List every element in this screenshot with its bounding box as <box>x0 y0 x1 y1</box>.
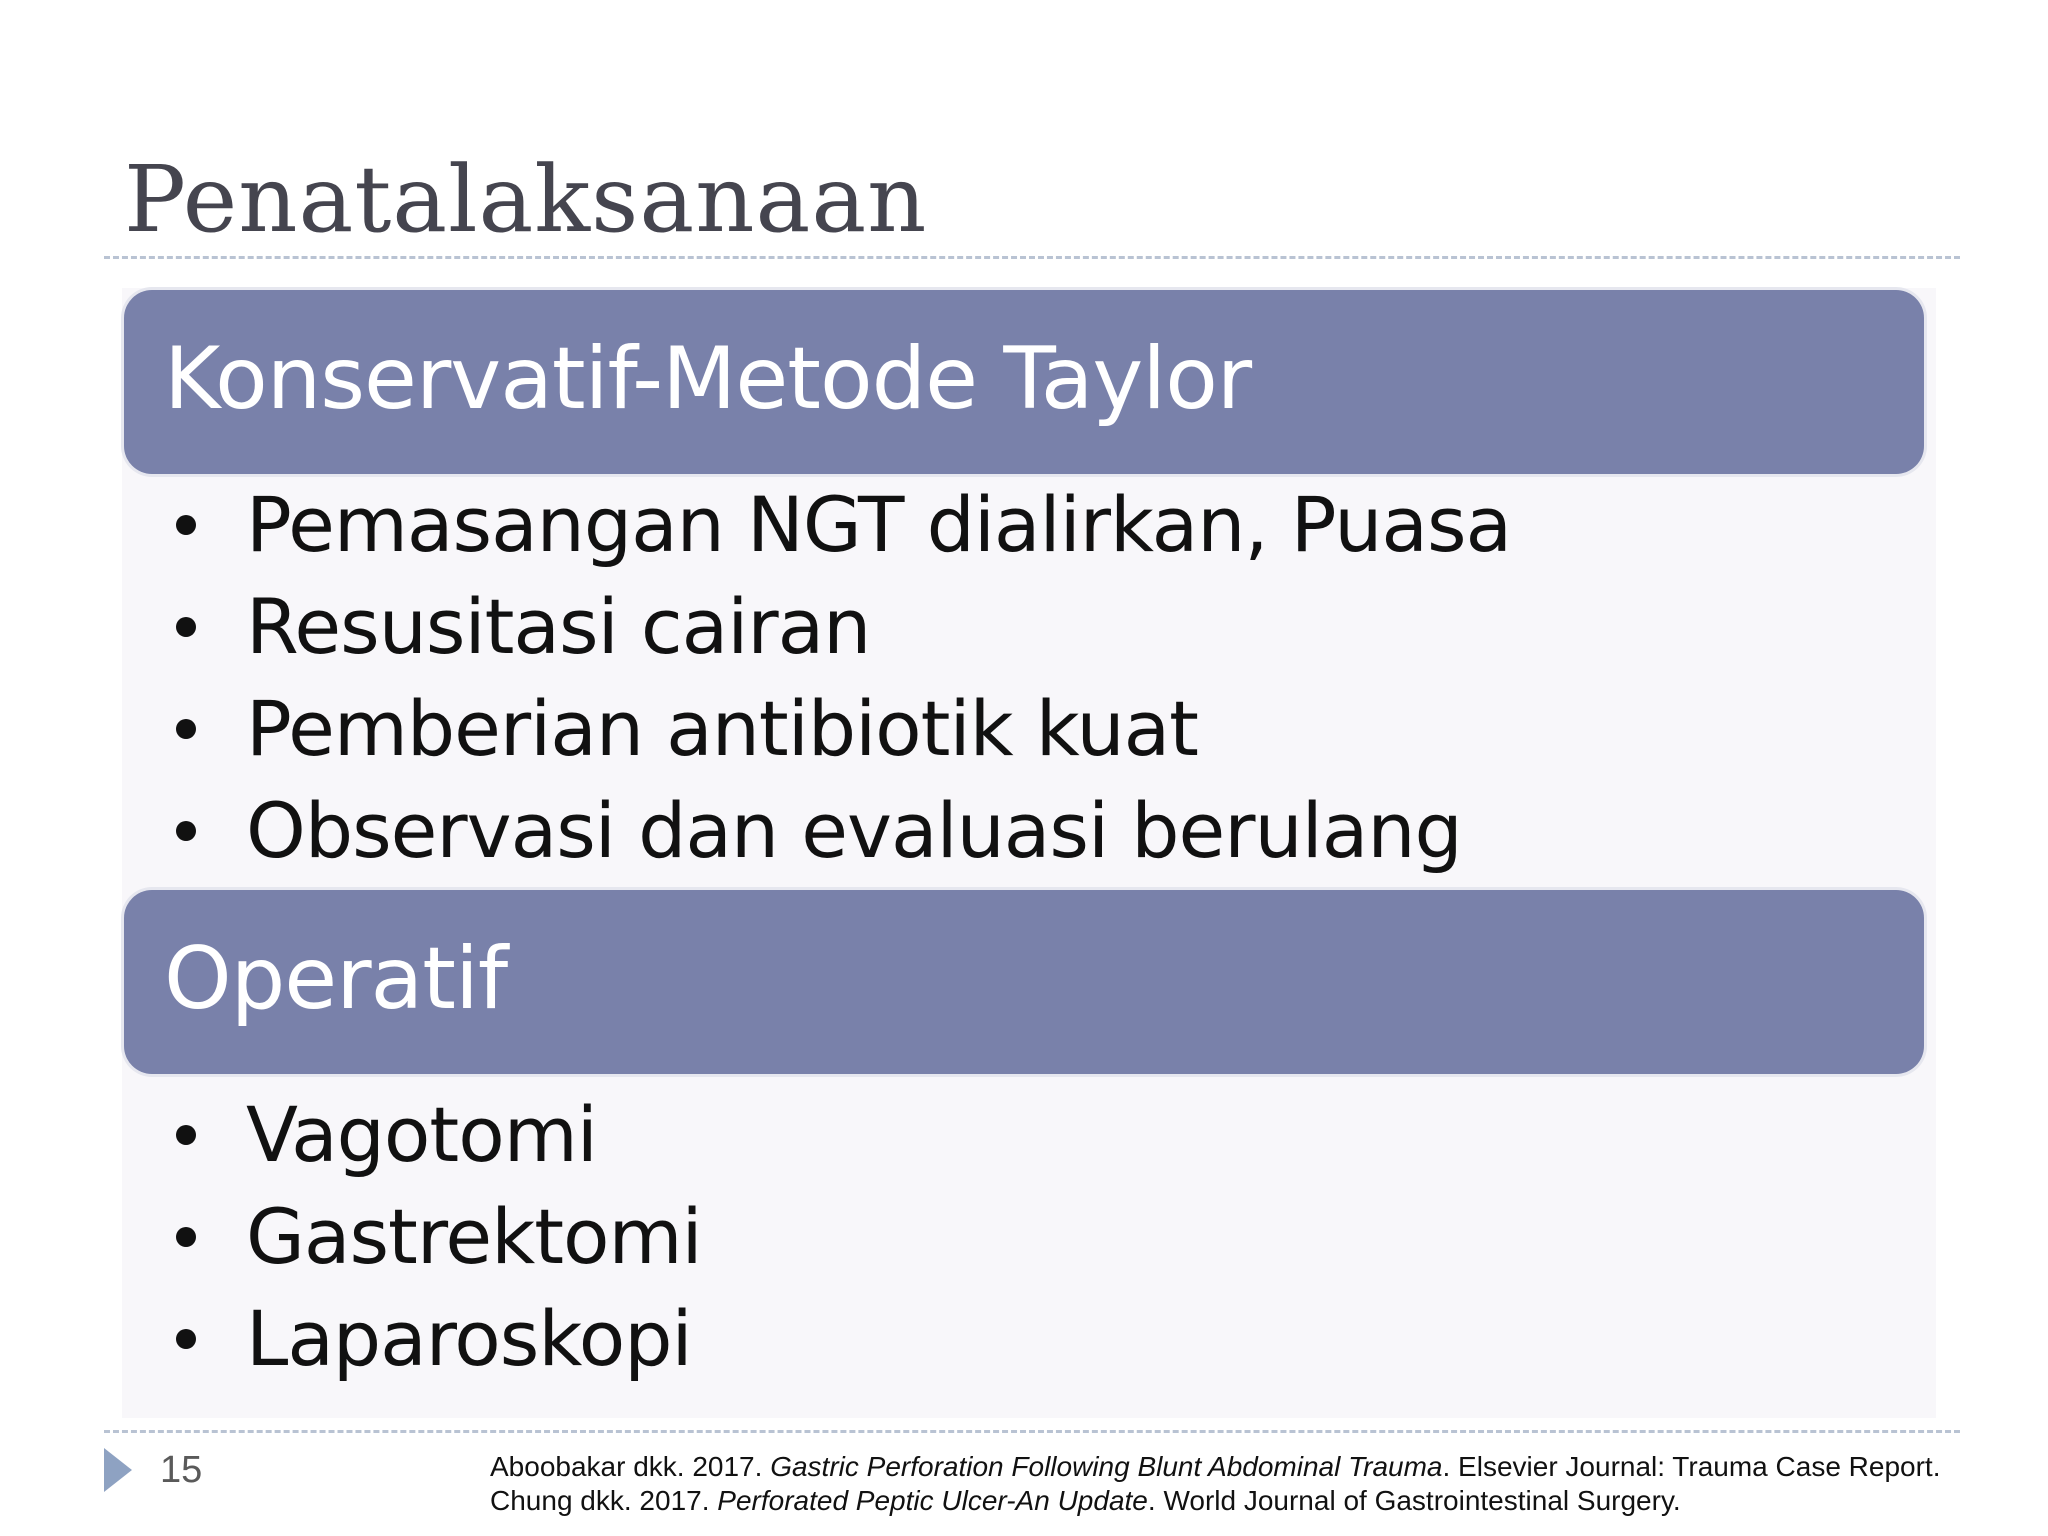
reference-title: Perforated Peptic Ulcer-An Update <box>717 1485 1148 1516</box>
list-item-text: Vagotomi <box>246 1090 597 1179</box>
title-divider <box>104 256 1960 259</box>
bullet-icon <box>176 719 196 739</box>
list-item <box>176 1186 702 1288</box>
reference-line <box>490 1450 2010 1484</box>
list-item <box>176 780 1511 882</box>
bullet-icon <box>176 1125 196 1145</box>
section-header-konservatif <box>124 290 1924 474</box>
list-item <box>176 576 1511 678</box>
list-item <box>176 1288 702 1390</box>
list-item <box>176 1084 702 1186</box>
reference-source: . World Journal of Gastrointestinal Surgery. <box>1147 1485 1681 1516</box>
bullet-icon <box>176 1329 196 1349</box>
footer-divider <box>104 1430 1960 1433</box>
section-header-operatif <box>124 890 1924 1074</box>
list-item-text: Laparoskopi <box>246 1294 692 1383</box>
slide-title: Penatalaksanaan <box>124 146 928 253</box>
section-header-label: Operatif <box>164 929 508 1029</box>
bullet-icon <box>176 821 196 841</box>
list-item-text: Resusitasi cairan <box>246 582 871 671</box>
bullet-icon <box>176 1227 196 1247</box>
bullet-list-konservatif <box>176 474 1511 882</box>
page-number: 15 <box>160 1449 203 1491</box>
list-item <box>176 678 1511 780</box>
reference-source: . Elsevier Journal: Trauma Case Report. <box>1442 1451 1941 1482</box>
list-item <box>176 474 1511 576</box>
reference-title: Gastric Perforation Following Blunt Abdominal Trauma <box>770 1451 1443 1482</box>
section-header-label: Konservatif-Metode Taylor <box>164 329 1252 429</box>
reference-authors: Chung dkk. 2017. <box>490 1485 718 1516</box>
list-item-text: Pemasangan NGT dialirkan, Puasa <box>246 480 1512 569</box>
list-item-text: Gastrektomi <box>246 1192 702 1281</box>
list-item-text: Observasi dan evaluasi berulang <box>246 786 1462 875</box>
reference-authors: Aboobakar dkk. 2017. <box>490 1451 771 1482</box>
references <box>490 1450 2010 1518</box>
bullet-list-operatif <box>176 1084 702 1390</box>
reference-line <box>490 1484 2010 1518</box>
bullet-icon <box>176 515 196 535</box>
list-item-text: Pemberian antibiotik kuat <box>246 684 1198 773</box>
bullet-icon <box>176 617 196 637</box>
play-arrow-icon <box>104 1448 132 1492</box>
